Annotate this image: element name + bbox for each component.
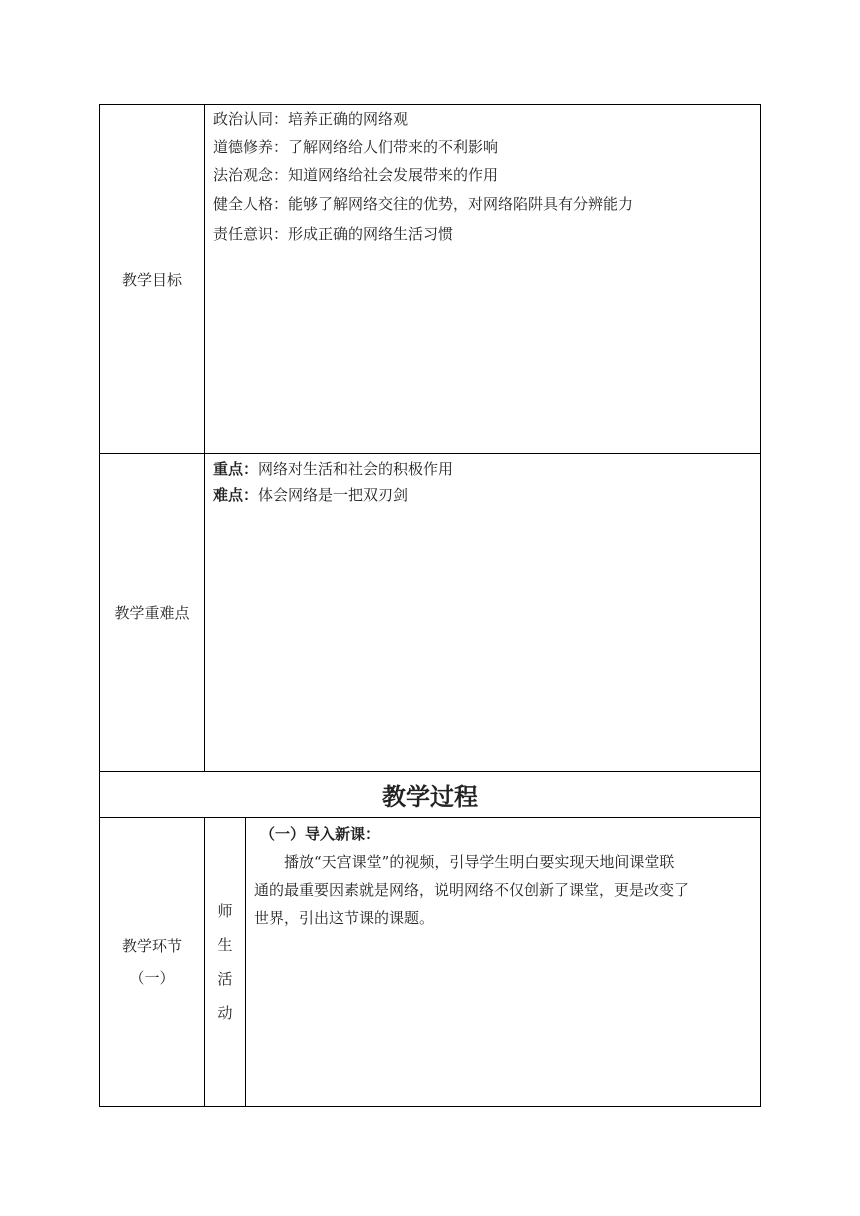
process-title-cell [99, 771, 761, 818]
objective-line: 责任意识：形成正确的网络生活习惯 [213, 225, 454, 243]
key-point-line [213, 456, 752, 482]
key-point-text: 网络对生活和社会的积极作用 [258, 460, 454, 478]
activity-char: 活 [217, 970, 233, 988]
process-title: 教学过程 [382, 783, 478, 811]
stage-one-paragraph-line: 播放“天宫课堂”的视频，引导学生明白要实现天地间课堂联 [284, 853, 675, 871]
stage-one-content-cell [245, 817, 761, 1107]
stage-one-paragraph-line: 世界，引出这节课的课题。 [254, 909, 435, 927]
stage-one-label: 教学环节 [121, 937, 182, 955]
objective-line: 道德修养：了解网络给人们带来的不利影响 [213, 138, 499, 156]
key-points-content-cell [204, 453, 761, 772]
activity-char: 师 [217, 902, 233, 920]
difficult-point-text: 体会网络是一把双刃剑 [258, 486, 409, 504]
key-points-label-cell [99, 453, 205, 772]
activity-label-cell [204, 817, 246, 1107]
key-point-label: 重点： [213, 460, 259, 478]
objectives-label: 教学目标 [121, 270, 182, 289]
stage-one-sub: （一） [129, 969, 175, 987]
stage-one-label-cell [99, 817, 205, 1107]
activity-char: 生 [217, 936, 233, 954]
objective-line: 健全人格：能够了解网络交往的优势，对网络陷阱具有分辨能力 [213, 195, 634, 213]
key-points-label: 教学重难点 [114, 604, 190, 622]
stage-one-heading: （一）导入新课： [260, 825, 381, 843]
difficult-point-line [213, 482, 752, 508]
objectives-content-cell [204, 104, 761, 454]
stage-one-paragraph-line: 通的最重要因素就是网络，说明网络不仅创新了课堂，更是改变了 [254, 881, 690, 899]
activity-char: 动 [217, 1004, 233, 1022]
objective-line: 法治观念：知道网络给社会发展带来的作用 [213, 166, 499, 184]
difficult-point-label: 难点： [213, 486, 259, 504]
objectives-label-cell [99, 104, 205, 454]
objective-line: 政治认同：培养正确的网络观 [213, 110, 409, 128]
